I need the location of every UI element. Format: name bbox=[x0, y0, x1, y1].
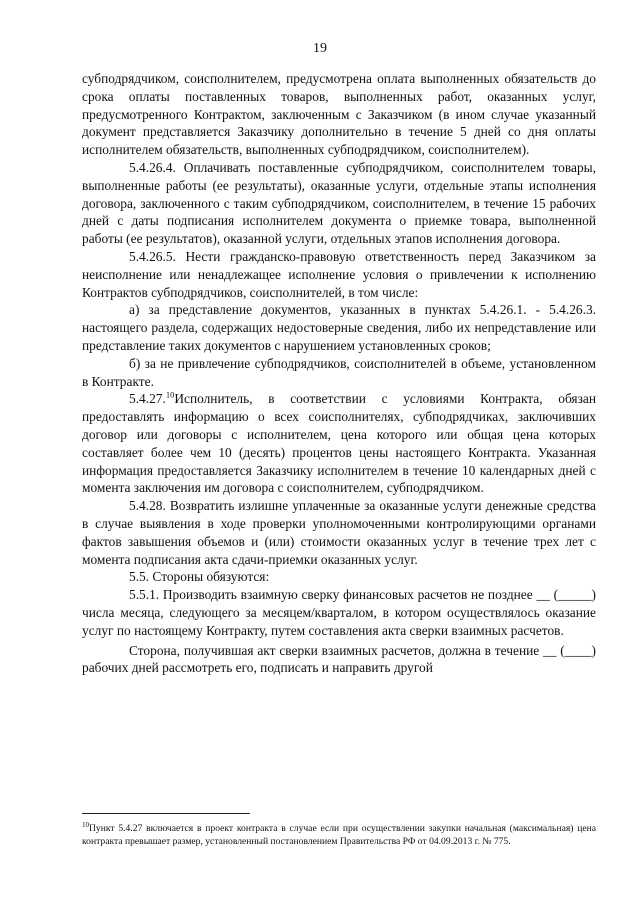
footnote-reference: 10 bbox=[165, 389, 175, 400]
paragraph-5-4-26-5: 5.4.26.5. Нести гражданско-правовую ответственность перед Заказчиком за неисполнение или ненадлежащее исполнение условия о привлечении к исполнению Контрактов субподрядчиков, соисполнителей, в том числе: bbox=[82, 248, 596, 300]
clause-number: 5.4.27. bbox=[129, 391, 166, 407]
paragraph-5-4-28: 5.4.28. Возвратить излишне уплаченные за оказанные услуги денежные средства в случае выявления в ходе проверки уполномоченными контролирующими органами фактов завышения объемов и (или) стоимости оказанных услуг в течение трех лет с момента подписания акта сдачи-приемки оказанных услуг. bbox=[82, 498, 596, 567]
paragraph-continuation: субподрядчиком, соисполнителем, предусмотрена оплата выполненных обязательств до срока оплаты поставленных товаров, выполненных работ, оказанных услуг, предусмотренного Контрактом, заключенным с Заказчиком (в ином случае указанный документ представляется Заказчику дополнительно в течение 5 дней со дня оплаты исполнителем обязательств, выполненных субподрядчиком, соисполнителем). bbox=[82, 71, 596, 158]
paragraph-item-b: б) за не привлечение субподрядчиков, соисполнителей в объеме, установленном в Контракте. bbox=[82, 355, 596, 389]
footnote-divider bbox=[82, 813, 250, 814]
paragraph-reconciliation: Сторона, получившая акт сверки взаимных расчетов, должна в течение __ (____) рабочих дней рассмотреть его, подписать и направить другой bbox=[82, 642, 596, 676]
page-number: 19 bbox=[313, 41, 327, 56]
document-body bbox=[82, 70, 596, 677]
clause-text: Исполнитель, в соответствии с условиями Контракта, обязан предоставлять информацию о всех соисполнителях, субподрядчиках, заключивших договор или договоры с исполнителем, цена которого или общая цена которых составляет более чем 10 (десять) процентов цены настоящего Контракта. Указанная информация предоставляется Заказчику исполнителем в течение 10 календарных дней с момента заключения им договора с соисполнителем, субподрядчиком. bbox=[82, 391, 596, 496]
paragraph-5-4-27 bbox=[82, 390, 596, 497]
paragraph-5-5: 5.5. Стороны обязуются: bbox=[129, 569, 270, 585]
footnote bbox=[82, 822, 596, 848]
footnote-number: 10 bbox=[82, 820, 89, 829]
paragraph-item-a: а) за представление документов, указанных в пунктах 5.4.26.1. - 5.4.26.3. настоящего раздела, содержащих недостоверные сведения, либо их непредставление или представление таких документов с нарушением установленных сроков; bbox=[82, 302, 596, 353]
paragraph-5-5-1: 5.5.1. Производить взаимную сверку финансовых расчетов не позднее __ (_____) числа месяца, следующего за месяцем/кварталом, в котором осуществлялось оказание услуг по настоящему Контракту, путем составления акта сверки взаимных расчетов. bbox=[82, 587, 596, 638]
paragraph-5-4-26-4: 5.4.26.4. Оплачивать поставленные субподрядчиком, соисполнителем товары, выполненные работы (ее результаты), оказанные услуги, отдельные этапы исполнения договора, заключенного с таким субподрядчиком, соисполнителем, в течение 15 рабочих дней с даты подписания исполнителем документа о приемке товара, выполненной работы (ее результатов), оказанной услуги, отдельных этапов исполнения договора. bbox=[82, 159, 596, 247]
footnote-text: Пункт 5.4.27 включается в проект контракта в случае если при осуществлении закупки начальная (максимальная) цена контракта превышает размер, установленный постановлением Правительства РФ от 04.09.2013 г. № 775. bbox=[82, 823, 596, 847]
